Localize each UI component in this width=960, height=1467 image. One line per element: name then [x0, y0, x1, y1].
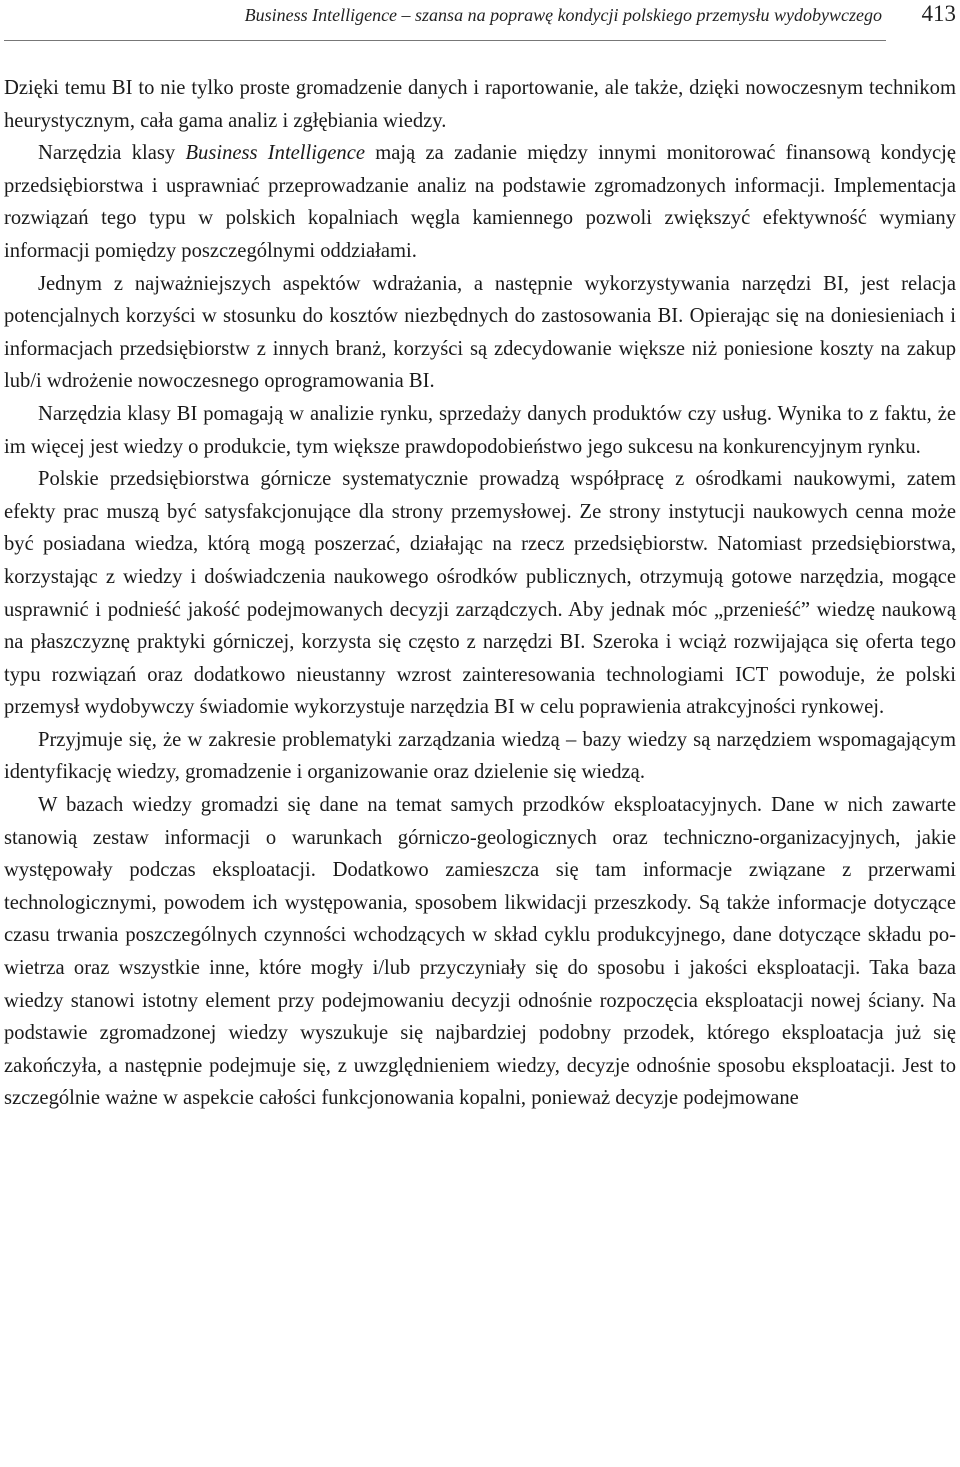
paragraph-knowledge-bases: Przyjmuje się, że w zakresie problematyki zarządzania wiedzą – bazy wiedzy są narzędziem wspomagającym identyfikację wiedzy, gromadzenie i organizowanie oraz dzielenie się wiedzą. [4, 728, 956, 784]
paragraph-cooperation: Polskie przedsiębiorstwa górnicze systematycznie prowadzą współpracę z ośrodkami naukowymi, zatem efekty prac muszą być satysfakcjonujące dla strony przemysłowej. Ze strony instytucji naukowych cenna może być posiadana wiedza, którą mogą poszerzać, działając na rzecz przedsiębiorstw. Natomiast przedsiębiorstwa, korzystając z wiedzy i doświadczenia naukowego ośrodków publicznych, otrzymują gotowe narzędzia, mogące usprawnić i podnieść jakość podejmowanych decyzji zarządczych. Aby jednak móc „przenieść” wiedzę naukową na płaszczyznę praktyki górniczej, korzysta się często z narzędzi BI. Szeroka i wciąż rozwijająca się oferta tego typu rozwiązań oraz dodatkowo nieustanny wzrost zainteresowania technologiami ICT powoduje, że polski przemysł wydobywczy świadomie wykorzystuje narzędzia BI w celu poprawienia atrakcyjności rynkowej. [4, 468, 956, 719]
paragraph-market-analysis: Narzędzia klasy BI pomagają w analizie rynku, sprzedaży danych produktów czy usług. Wynika to z faktu, że im więcej jest wiedzy o produkcie, tym większe prawdopodobieństwo jego sukcesu na konkurencyjnym rynku. [4, 402, 956, 458]
paragraph-intro: Dzięki temu BI to nie tylko proste gromadzenie danych i raportowanie, ale także, dzięki nowoczesnym technikom heurystycznym, cała gama analiz i zgłębiania wiedzy. [4, 77, 956, 132]
running-header [4, 0, 956, 41]
document-page [4, 0, 956, 1467]
paragraph-knowledge-base-data: W bazach wiedzy gromadzi się dane na temat samych przodków eksploatacyjnych. Dane w nich zawarte stanowią zestaw informacji o warunkach górniczo-geologicznych oraz techniczno-organizacyjnych, jakie występowały podczas eksploatacji. Dodatkowo zamieszcza się tam informacje związane z przerwami technologicznymi, powodem ich występowania, sposobem likwidacji przeszkody. Są także informacje dotyczące czasu trwania poszczególnych czynności wchodzących w skład cyklu produkcyjnego, dane dotyczące składu powietrza oraz wszystkie inne, które mogły i/lub przyczyniały się do sposobu i jakości eksploatacji. Taka baza wiedzy stanowi istotny element przy podejmowaniu decyzji odnośnie rozpoczęcia eksploatacji nowej ściany. Na podstawie zgromadzonej wiedzy wyszukuje się najbardziej podobny przodek, którego eksploatacja już się zakończyła, a następnie podejmuje się, z uwzględnieniem wiedzy, decyzje odnośnie sposobu eksploatacji. Jest to szczególnie ważne w aspekcie całości funkcjonowania kopalni, ponieważ decyzje podejmowane [4, 794, 956, 1110]
paragraph-costs-benefits: Jednym z najważniejszych aspektów wdrażania, a następnie wykorzystywania narzędzi BI, jest relacja potencjalnych korzyści w stosunku do kosztów niezbędnych do zastosowania BI. Opierając się na doniesieniach i informacjach przedsiębiorstw z innych branż, korzyści są zdecydowanie większe niż poniesione koszty na zakup lub/i wdrożenie nowoczesnego oprogramowania BI. [4, 272, 956, 393]
term-business-intelligence: Business Intelligence [185, 142, 365, 165]
running-title: Business Intelligence – szansa na poprawę kondycji polskiego przemysłu wydobywczego [244, 5, 882, 25]
paragraph-bi-tools-purpose: Narzędzia klasy Business Intelligence mają za zadanie między innymi monitorować finansową kondycję przedsiębiorstwa i usprawniać przeprowadzanie analiz na podstawie zgromadzonych informacji. Implementacja rozwiązań tego typu w polskich kopalniach węgla kamiennego pozwoli zwiększyć efektywność wymiany informacji pomiędzy poszczególnymi oddziałami. [4, 142, 957, 262]
page-number: 413 [921, 1, 956, 26]
body-text [4, 72, 956, 1115]
